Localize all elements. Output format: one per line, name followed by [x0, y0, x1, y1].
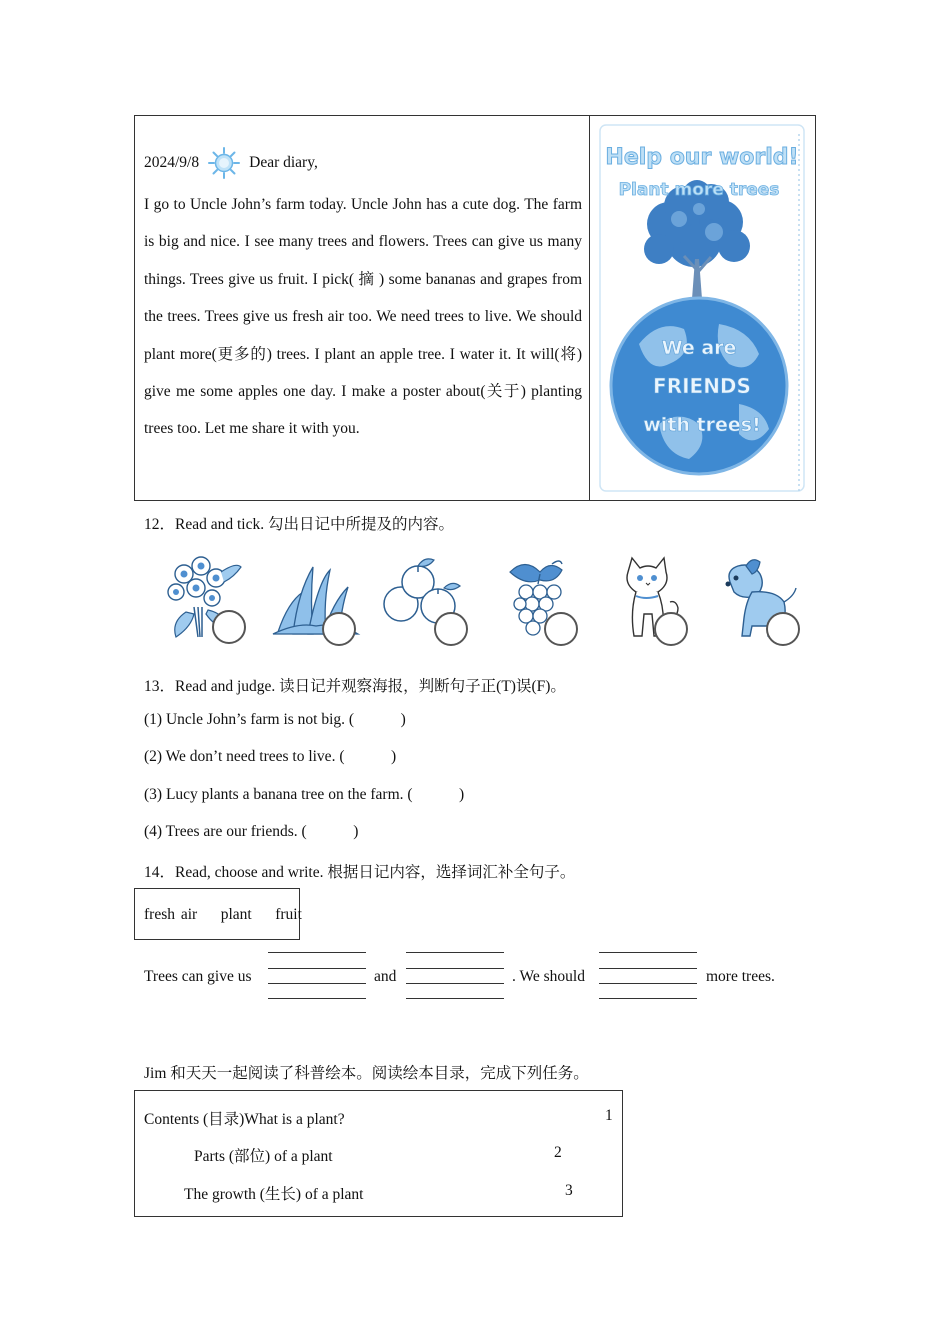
diary-date: 2024/9/8	[144, 154, 200, 171]
contents-row3-label: The growth (生长) of a plant	[184, 1186, 364, 1203]
q13-sentence-2: (2) We don’t need trees to live. ( )	[144, 748, 397, 765]
poster-image	[599, 124, 807, 494]
poster-line4: FRIENDS	[653, 374, 751, 398]
contents-row2-page: 2	[554, 1144, 562, 1161]
dog-icon	[716, 552, 812, 648]
tick-circle-grass[interactable]	[322, 612, 356, 646]
q13-sentence-3: (3) Lucy plants a banana tree on the farm. ( )	[144, 786, 465, 803]
poster-line1: Help our world!	[605, 145, 799, 170]
diary-body: I go to Uncle John’s farm today. Uncle John has a cute dog. The farm is big and nice. I see many trees and flowers. Trees can give us many things. Trees give us fruit. I pick( 摘 ) some bananas and grapes from the trees. Trees give us fresh air too. We need trees to live. We should plant more(更多的) trees. I plant an apple tree. I water it. It will(将) give me some apples one day. I make a poster about(关于) planting trees too. Let me share it with you.	[144, 196, 582, 438]
diary-table	[134, 115, 816, 501]
poster-line2: Plant more trees	[618, 180, 780, 200]
q14-part3: . We should	[512, 968, 585, 985]
poster-line3: We are	[661, 337, 737, 359]
grapes-icon	[490, 552, 586, 648]
contents-row2-label: Parts (部位) of a plant	[194, 1148, 333, 1165]
answer-blank-2[interactable]	[406, 952, 504, 998]
q14-title: 14．Read, choose and write. 根据日记内容，选择词汇补全句子。	[144, 864, 576, 881]
q13-title: 13．Read and judge. 读日记并观察海报，判断句子正(T)误(F)。	[144, 678, 566, 695]
diary-greeting: Dear diary,	[249, 154, 318, 171]
word-bank: fresh air plant fruit	[134, 888, 300, 940]
contents-row1-page: 1	[605, 1107, 613, 1124]
flowers-icon	[156, 552, 252, 648]
grass-icon	[268, 552, 364, 648]
q13-sentence-4: (4) Trees are our friends. ( )	[144, 823, 359, 840]
sun-icon	[207, 146, 241, 180]
diary-header	[144, 146, 318, 180]
answer-blank-3[interactable]	[599, 952, 697, 998]
cat-icon	[606, 552, 702, 648]
q14-part1: Trees can give us	[144, 968, 252, 985]
reading-intro: Jim 和天天一起阅读了科普绘本。阅读绘本目录，完成下列任务。	[144, 1065, 589, 1082]
apples-icon	[376, 552, 472, 648]
tick-circle-cat[interactable]	[654, 612, 688, 646]
answer-blank-1[interactable]	[268, 952, 366, 998]
q14-part4: more trees.	[706, 968, 775, 985]
q14-part2: and	[374, 968, 397, 985]
contents-row3-page: 3	[565, 1182, 573, 1199]
q12-title: 12．Read and tick. 勾出日记中所提及的内容。	[144, 516, 454, 533]
tick-circle-apples[interactable]	[434, 612, 468, 646]
tick-circle-flowers[interactable]	[212, 610, 246, 644]
q12-picture-row	[150, 552, 810, 652]
diary-cell	[135, 116, 590, 500]
contents-row1-label: Contents (目录)What is a plant?	[144, 1111, 345, 1128]
poster-line5: with trees!	[643, 414, 761, 436]
contents-box	[134, 1090, 623, 1217]
q13-sentence-1: (1) Uncle John’s farm is not big. ( )	[144, 711, 406, 728]
tick-circle-grapes[interactable]	[544, 612, 578, 646]
tick-circle-dog[interactable]	[766, 612, 800, 646]
